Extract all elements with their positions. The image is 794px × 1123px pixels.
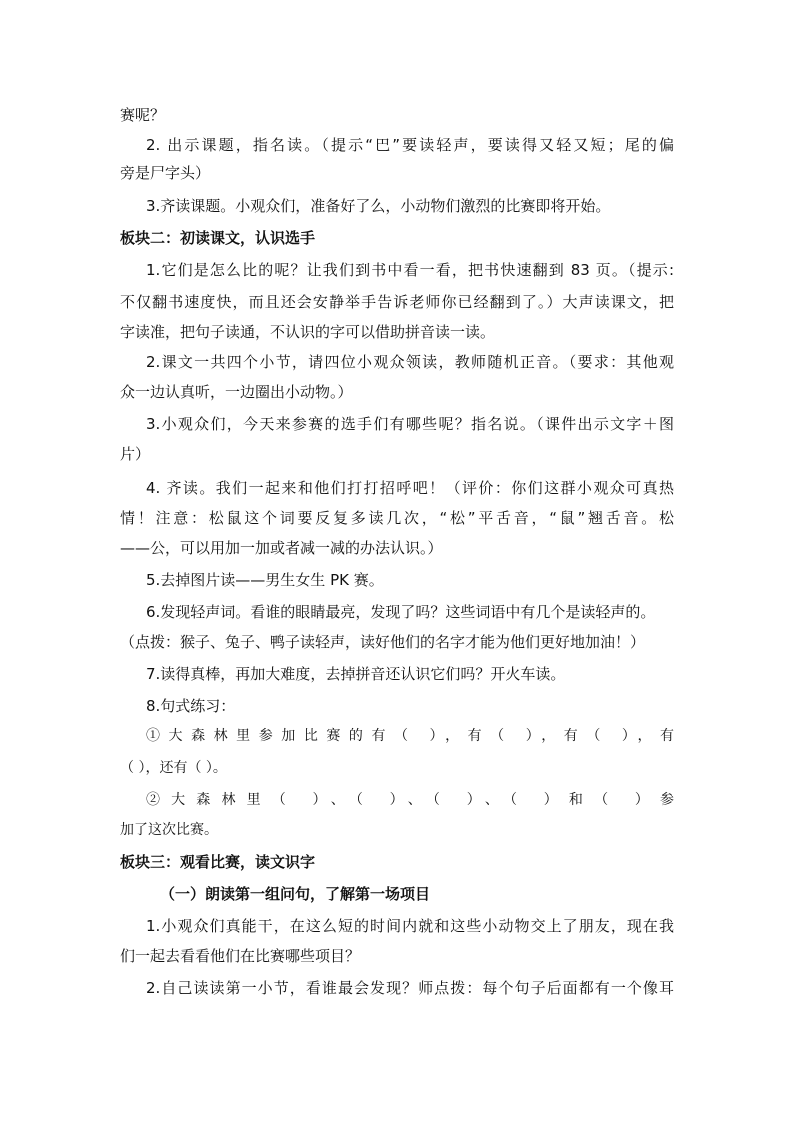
sentence-practice-2-line-1: ②大森林里（ ）、（ ）、（ ）、（ ）和（ ）参 [146,792,674,808]
text-line-2: 2. 出示课题，指名读。（提示“巴”要读轻声，要读得又轻又短；尾的偏 [146,136,674,154]
text-line-14: 情！注意：松鼠这个词要反复多读几次，“松”平舌音，“鼠”翘舌音。松 [120,509,674,527]
text-line-19: 7.读得真棒，再加大难度，去掉拼音还认识它们吗？开火车读。 [146,665,566,683]
section-heading-2: 板块二：初读课文，认识选手 [120,229,316,247]
text-line-17: 6.发现轻声词。看谁的眼睛最亮，发现了吗？这些词语中有几个是读轻声的。 [146,603,656,621]
text-line-18: （点拨：猴子、兔子、鸭子读轻声，读好他们的名字才能为他们更好地加油！） [120,633,646,651]
text-line-12: 片） [120,445,151,463]
text-line-11: 3.小观众们，今天来参赛的选手们有哪些呢？指名说。（课件出示文字＋图 [146,415,674,433]
text-line-13: 4. 齐读。我们一起来和他们打打招呼吧！（评价：你们这群小观众可真热 [146,479,674,497]
text-line-28: 们一起去看看他们在比赛哪些项目？ [120,947,361,965]
text-line-8: 字读准，把句子读通，不认识的字可以借助拼音读一读。 [120,323,496,341]
text-line-16: 5.去掉图片读——男生女生 PK 赛。 [146,571,384,589]
text-line-3: 旁是尸字头） [120,164,211,182]
text-line-27: 1.小观众们真能干，在这么短的时间内就和这些小动物交上了朋友，现在我 [146,917,674,935]
sentence-practice-2-line-2: 加了这次比赛。 [120,822,218,838]
text-line-29: 2.自己读读第一小节，看谁最会发现？师点拨：每个句子后面都有一个像耳 [146,979,674,997]
text-line-15: ——公，可以用加一加或者减一减的办法认识。） [120,539,443,557]
text-line-9: 2.课文一共四个小节，请四位小观众领读，教师随机正音。（要求：其他观 [146,353,674,371]
text-line-1: 赛呢？ [120,106,166,124]
section-heading-3: 板块三：观看比赛，读文识字 [120,853,316,871]
sentence-practice-1-line-1: ①大森林里参加比赛的有（ ），有（ ），有（ ），有 [146,728,674,744]
sentence-practice-1-line-2: （ ），还有（ ）。 [120,760,227,776]
text-line-6: 1.它们是怎么比的呢？让我们到书中看一看，把书快速翻到 83 页。（提示: [146,261,674,279]
text-line-10: 众一边认真听，一边圈出小动物。） [120,383,353,401]
text-line-4: 3.齐读课题。小观众们，准备好了么，小动物们激烈的比赛即将开始。 [146,197,611,215]
sub-heading-1: （一）朗读第一组问句，了解第一场项目 [160,885,431,903]
text-line-20: 8.句式练习： [146,697,236,715]
text-line-7: 不仅翻书速度快，而且还会安静举手告诉老师你已经翻到了。）大声读课文，把 [120,293,674,311]
